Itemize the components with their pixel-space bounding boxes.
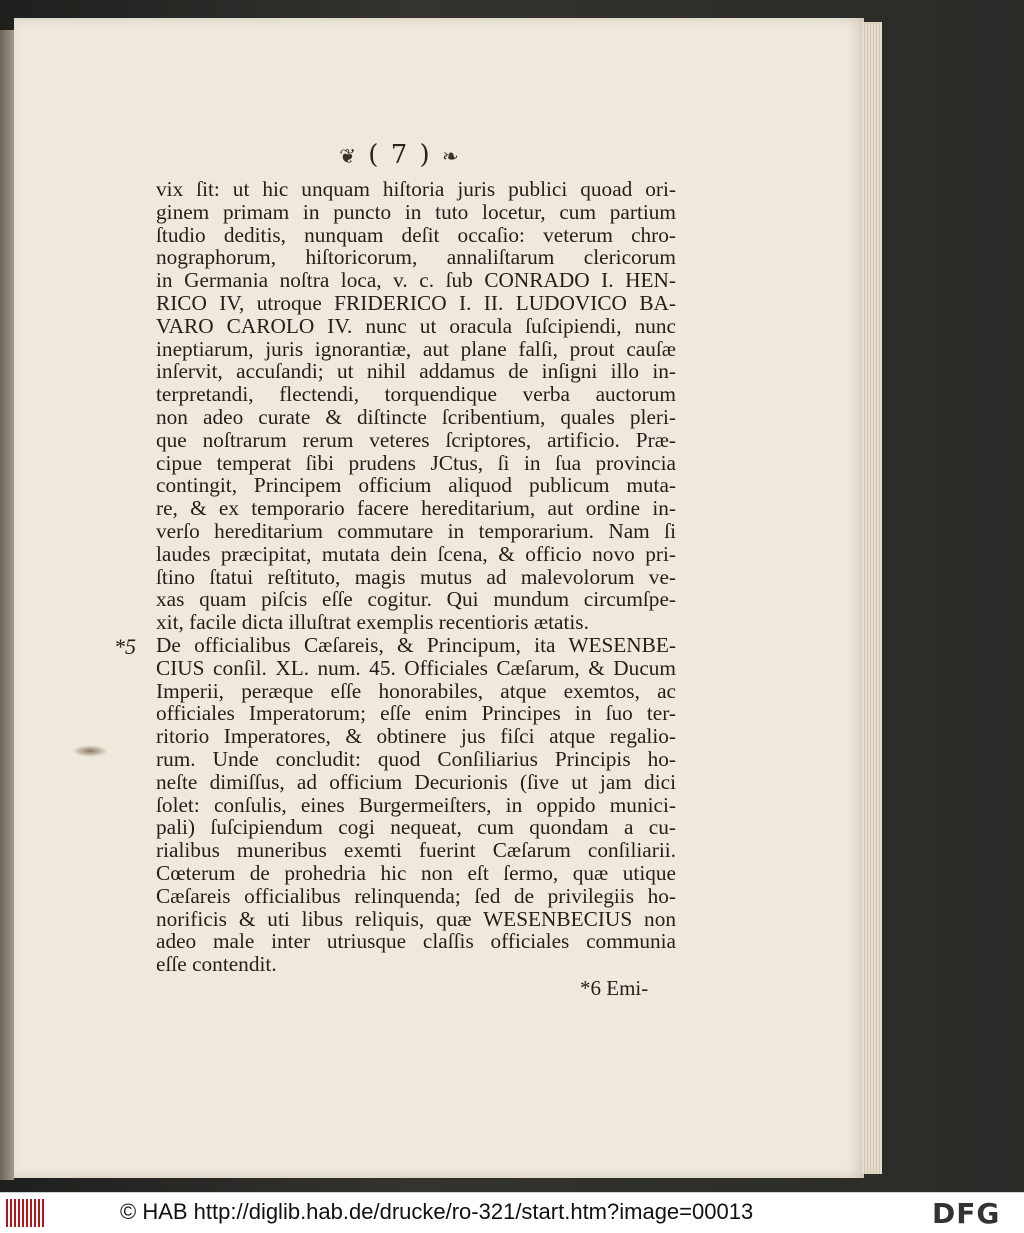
text-line: Cœterum de prohedria hic non eſt ſermo, quæ utique xyxy=(156,860,676,885)
text-line: vix ſit: ut hic unquam hiſtoria juris publici quoad ori- xyxy=(156,177,676,201)
page-stack-edge xyxy=(862,22,882,1174)
catchword: *6 Emi- xyxy=(580,976,649,1000)
text-line: De officialibus Cæſareis, & Principum, ita WESENBE- xyxy=(156,632,676,657)
text-line: officiales Imperatorum; eſſe enim Principes in ſuo ter- xyxy=(156,701,676,726)
text-line: neſte dimiſſus, ad officium Decurionis (ſive ut jam dici xyxy=(156,769,676,794)
left-ornament-icon: ❦ xyxy=(339,144,359,168)
body-text xyxy=(156,178,676,976)
text-line: xit, facile dicta illuſtrat exemplis recentioris ætatis. xyxy=(156,610,589,635)
text-line: rialibus muneribus exemti fuerint Cæſarum conſiliarii. xyxy=(156,838,676,863)
text-line: CIUS conſil. XL. num. 45. Officiales Cæſarum, & Ducum xyxy=(156,655,676,680)
barcode-icon xyxy=(6,1199,46,1227)
page-number: 7 xyxy=(390,140,410,170)
text-line: re, & ex temporario facere hereditarium, aut ordine in- xyxy=(156,496,676,521)
text-line: pali) ſuſcipiendum cogi nequeat, cum quondam a cu- xyxy=(156,815,676,840)
text-line: cipue temperat ſibi prudens JCtus, ſi in ſua provincia xyxy=(156,450,676,475)
text-line: rum. Unde concludit: quod Conſiliarius Principis ho- xyxy=(156,746,676,771)
text-line: non adeo curate & diſtincte ſcribentium, quales pleri- xyxy=(156,404,676,429)
text-line: laudes præcipitat, mutata dein ſcena, & officio novo pri- xyxy=(156,541,676,566)
text-line: nographorum, hiſtoricorum, annaliſtarum clericorum xyxy=(156,245,676,270)
text-line: terpretandi, flectendi, torquendique verba auctorum xyxy=(156,382,676,407)
text-line: ginem primam in puncto in tuto locetur, cum partium xyxy=(156,199,676,224)
text-line: ſtudio deditis, nunquam deſit occaſio: veterum chro- xyxy=(156,222,676,247)
right-ornament-icon: ❧ xyxy=(441,144,461,168)
text-line: Cæſareis officialibus relinquenda; ſed de privilegiis ho- xyxy=(156,883,676,908)
page-header xyxy=(300,140,500,170)
ink-smudge xyxy=(72,745,108,757)
text-line: VARO CAROLO IV. nunc ut oracula ſuſcipiendi, nunc xyxy=(156,313,676,338)
text-line: Imperii, peræque eſſe honorabiles, atque exemtos, ac xyxy=(156,678,676,703)
header-left-paren: ( xyxy=(368,140,381,170)
footer-bar xyxy=(0,1192,1024,1233)
note-marker: *5 xyxy=(114,634,136,659)
footer-copyright-link[interactable]: © HAB http://diglib.hab.de/drucke/ro-321/start.htm?image=00013 xyxy=(120,1199,754,1224)
text-line: eſſe contendit. xyxy=(156,952,277,977)
text-line: que noſtrarum rerum veteres ſcriptores, artificio. Præ- xyxy=(156,427,676,452)
text-line: contingit, Principem officium aliquod publicum muta- xyxy=(156,473,676,498)
text-line: xas quam piſcis eſſe cogitur. Qui mundum circumſpe- xyxy=(156,587,676,612)
left-page-edge xyxy=(0,30,14,1180)
text-line: adeo male inter utriusque claſſis officiales communia xyxy=(156,929,676,954)
text-line: RICO IV, utroque FRIDERICO I. II. LUDOVICO BA- xyxy=(156,290,676,315)
header-right-paren: ) xyxy=(419,140,432,170)
text-line: verſo hereditarium commutare in temporarium. Nam ſi xyxy=(156,518,676,543)
text-line: norificis & uti libus reliquis, quæ WESENBECIUS non xyxy=(156,906,676,931)
text-line: ineptiarum, juris ignorantiæ, aut plane falſi, prout cauſæ xyxy=(156,336,676,361)
text-line: ſolet: conſulis, eines Burgermeiſters, in oppido munici- xyxy=(156,792,676,817)
text-line: inſervit, accuſandi; ut nihil addamus de inſigni illo in- xyxy=(156,359,676,384)
text-line: in Germania noſtra loca, v. c. ſub CONRADO I. HEN- xyxy=(156,268,676,293)
text-line: ritorio Imperatores, & obtinere jus fiſci atque regalio- xyxy=(156,724,676,749)
text-line: ſtino ſtatui reſtituto, magis mutus ad malevolorum ve- xyxy=(156,564,676,589)
dfg-logo: DFG xyxy=(932,1197,1001,1230)
